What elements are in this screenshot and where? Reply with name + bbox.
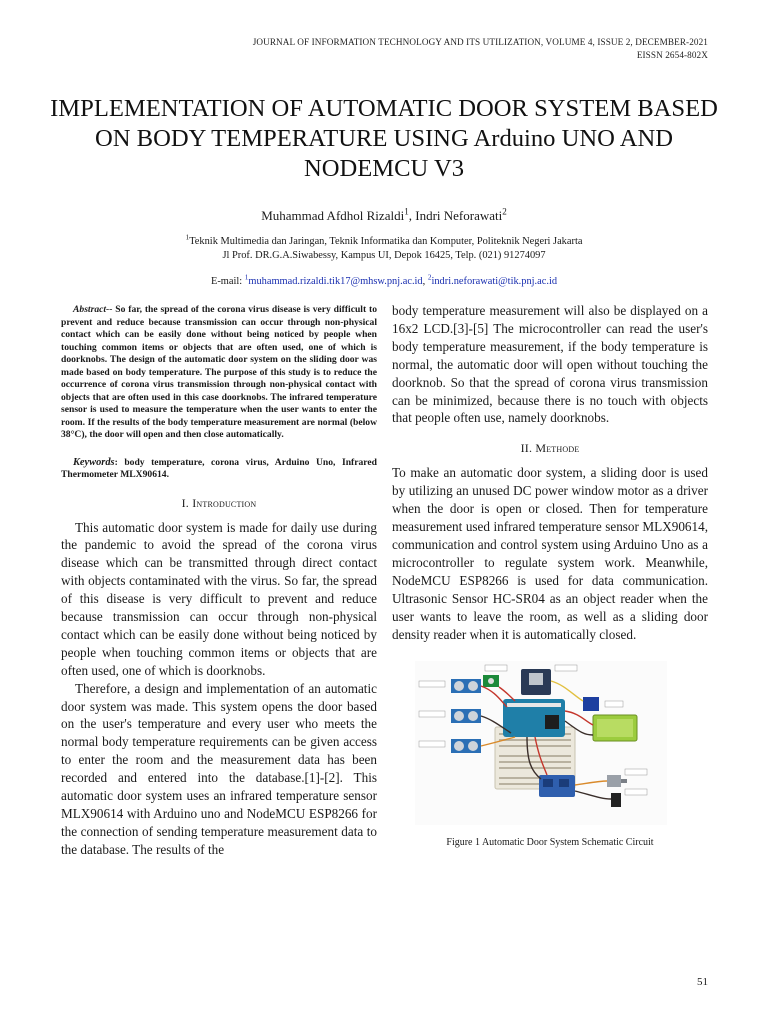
nodemcu-module — [529, 673, 543, 685]
email-address: indri.neforawati@tik.pnj.ac.id — [431, 276, 558, 287]
email-marker: 1 — [244, 273, 249, 282]
rtc-module — [583, 697, 599, 711]
affiliation-line — [0, 235, 768, 249]
relay-1 — [543, 779, 553, 787]
affiliation — [0, 235, 768, 263]
section-heading-introduction: I. Introduction — [181, 495, 257, 510]
author-separator: , — [408, 208, 416, 223]
methode-paragraph-1: To make an automatic door system, a sliding door is used by utilizing an unused DC power window motor as a driver when the door is open or closed. Then for temperature measurement used infrared temperature sensor MLX90614, communication and control system using Arduino Uno as a microcontroller to regulate system work. Meanwhile, NodeMCU ESP8266 is used for data communication. Ultrasonic Sensor HC-SR04 as an object reader when the user wants to leave the room, as well as a sliding door density reader when it is automatically closed. — [392, 465, 708, 642]
email-label: E-mail: — [210, 276, 245, 287]
ultrasonic-sensor-1 — [451, 679, 481, 693]
ultrasonic-sensor-3 — [451, 739, 481, 753]
author-affil-marker: 2 — [502, 206, 507, 217]
email-separator: , — [422, 276, 428, 287]
arduino-header — [507, 703, 561, 707]
abstract — [61, 304, 377, 442]
keywords-label: Keywords — [73, 456, 115, 468]
schematic-figure — [415, 661, 667, 825]
author-affil-marker: 1 — [404, 206, 409, 217]
page-number: 51 — [697, 976, 708, 988]
dc-motor-shaft — [621, 779, 627, 783]
figure-caption: Figure 1 Automatic Door System Schematic Circuit — [446, 837, 654, 849]
email-link[interactable] — [244, 273, 423, 287]
keywords-text: body temperature, corona virus, Arduino Uno, Infrared Thermometer MLX90614. — [61, 456, 377, 480]
section-heading-methode: II. Methode — [520, 441, 580, 456]
authors-line — [0, 208, 768, 224]
intro-paragraph-1: This automatic door system is made for daily use during the pandemic to avoid the spread of the corona virus disease which can be transmitted through direct contact with objects contaminated with the virus. So far, the spread of this disease is very difficult to prevent and reduce because transmission can occur through non-physical contact which can be easily done without being noticed by people when touching common items or objects that are often used, one of which is doorknobs. — [61, 519, 377, 678]
power-supply — [611, 793, 621, 807]
abstract-text: So far, the spread of the corona virus disease is very difficult to prevent and reduce because transmission can occur through non-physical contact which can be easily done without being noticed by people when touching common items or objects that are often used, one of which is doorknobs. The design of the automatic door system on the sliding door was made based on body temperature. The purpose of this study is to reduce the occurrence of corona virus transmission through non-physical contact with objects that are often used in this case doorknobs. The infrared temperature sensor is used to measure the temperature when the user wants to enter the room. If the results of the body temperature measurement are normal (below 38°C), the door will open and then close automatically. — [61, 304, 377, 440]
ultrasonic-sensor-2 — [451, 709, 481, 723]
keywords — [61, 457, 377, 482]
lcd-screen — [597, 719, 633, 737]
abstract-label: Abstract-- — [73, 304, 113, 315]
dc-motor — [607, 775, 621, 787]
email-line — [0, 275, 768, 289]
ir-sensor-lens — [488, 678, 494, 684]
schematic-circuit-image — [415, 661, 667, 825]
email-marker: 2 — [427, 273, 432, 282]
author-name: Indri Neforawati — [415, 208, 503, 223]
continued-paragraph: body temperature measurement will also be displayed on a 16x2 LCD.[3]-[5] The microcontroller can read the user's body temperature measurement, if the body temperature is normal, the automatic door will open without touching the doorknob. So that the spread of corona virus transmission can be minimized, because there is no touch with objects that people often use, namely doorknobs. — [392, 303, 708, 426]
eissn-line: EISSN 2654-802X — [636, 49, 708, 60]
arduino-chip — [545, 715, 559, 729]
right-column — [392, 302, 708, 848]
email-address: muhammad.rizaldi.tik17@mhsw.pnj.ac.id — [248, 276, 423, 287]
affiliation-text: Teknik Multimedia dan Jaringan, Teknik Informatika dan Komputer, Politeknik Negeri Jakarta — [189, 236, 583, 247]
intro-paragraph-2: Therefore, a design and implementation of an automatic door system was made. This system opens the door based on the user's temperature and every user who meets the normal body temperature requirements can be given access to enter the room and the measurement data has been recorded and entered into the database.[1]-[2]. This automatic door system uses an infrared temperature sensor MLX90614 with Arduino uno and NodeMCU ESP8266 for the connection of sending temperature measurement data to the database. The results of the — [61, 680, 377, 857]
relay-2 — [559, 779, 569, 787]
affil-marker: 1 — [185, 233, 190, 242]
journal-header — [253, 36, 708, 61]
keywords-colon: : — [114, 456, 125, 468]
affiliation-address: Jl Prof. DR.G.A.Siwabessy, Kampus UI, Depok 16425, Telp. (021) 91274097 — [222, 250, 546, 261]
paper-title: IMPLEMENTATION OF AUTOMATIC DOOR SYSTEM BASED ON BODY TEMPERATURE USING Arduino UNO AND NODEMCU V3 — [50, 95, 718, 182]
author-name: Muhammad Afdhol Rizaldi — [261, 208, 405, 223]
email-link[interactable] — [427, 273, 558, 287]
journal-title-line: JOURNAL OF INFORMATION TECHNOLOGY AND ITS UTILIZATION, VOLUME 4, ISSUE 2, DECEMBER-2021 — [252, 37, 708, 47]
left-column — [61, 304, 377, 859]
